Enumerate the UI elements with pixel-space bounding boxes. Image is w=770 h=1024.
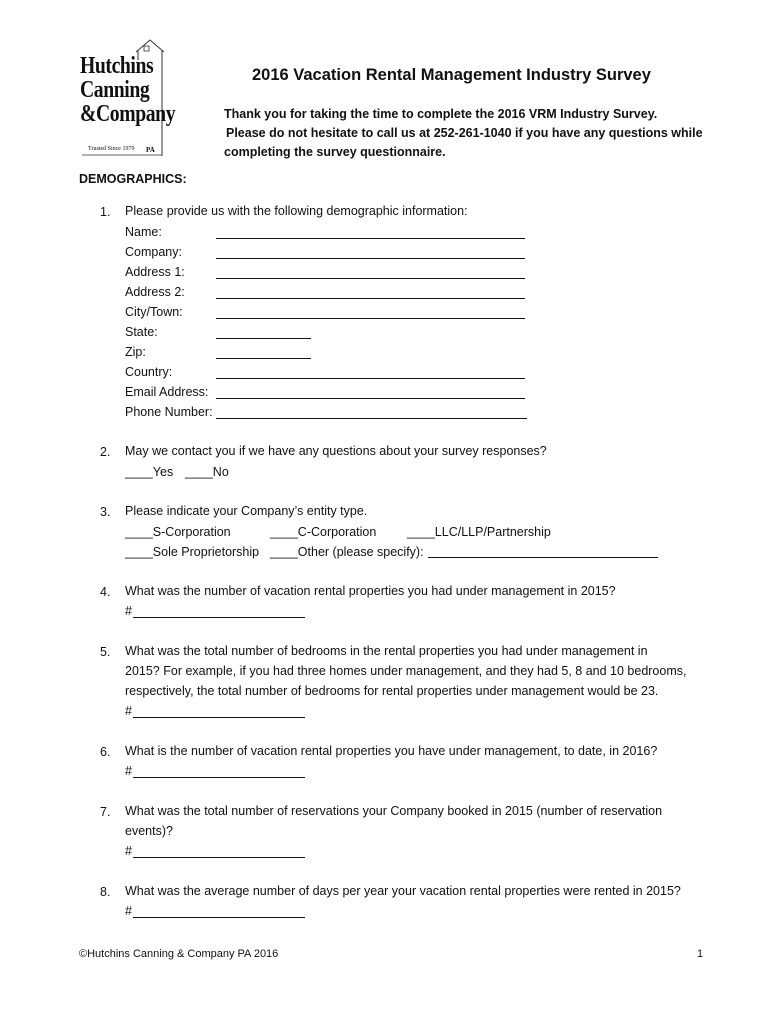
answer-field[interactable] <box>133 717 305 718</box>
section-heading: DEMOGRAPHICS: <box>79 172 187 186</box>
logo-line-3: &Company <box>80 101 176 127</box>
hash-label: # <box>125 764 132 778</box>
s-corp-option[interactable]: ____S-Corporation <box>125 525 231 539</box>
logo-line-1: Hutchins <box>80 53 154 79</box>
footer-copyright: ©Hutchins Canning & Company PA 2016 <box>79 948 279 960</box>
question-text-line-2: events)? <box>125 824 173 838</box>
logo-line-2: Canning <box>80 77 150 103</box>
page-title: 2016 Vacation Rental Management Industry Survey <box>252 66 651 84</box>
question-number: 6. <box>100 745 111 759</box>
question-text: Please provide us with the following demographic information: <box>125 204 468 218</box>
other-specify-field[interactable] <box>428 557 658 558</box>
intro-line-2: Please do not hesitate to call us at 252-261-1040 if you have any questions while <box>226 126 703 140</box>
zip-label: Zip: <box>125 345 146 359</box>
question-number: 1. <box>100 205 111 219</box>
country-label: Country: <box>125 365 173 379</box>
question-text: What was the number of vacation rental properties you had under management in 2015? <box>125 584 616 598</box>
question-number: 2. <box>100 445 111 459</box>
logo-suffix: PA <box>146 146 155 154</box>
hash-label: # <box>125 844 132 858</box>
logo-tagline: Trusted Since 1979 <box>88 146 135 152</box>
address1-field[interactable] <box>216 278 525 279</box>
phone-label: Phone Number: <box>125 405 213 419</box>
question-number: 5. <box>100 645 111 659</box>
yes-option[interactable]: ____Yes <box>125 465 174 479</box>
question-text-line-1: What was the total number of reservations your Company booked in 2015 (number of reservation <box>125 804 663 818</box>
question-text: What is the number of vacation rental properties you have under management, to date, in 2016? <box>125 744 658 758</box>
company-field[interactable] <box>216 258 525 259</box>
country-field[interactable] <box>216 378 525 379</box>
answer-field[interactable] <box>133 857 305 858</box>
city-label: City/Town: <box>125 305 183 319</box>
name-label: Name: <box>125 225 162 239</box>
email-field[interactable] <box>216 398 525 399</box>
question-number: 8. <box>100 885 111 899</box>
other-option[interactable]: ____Other (please specify): <box>270 545 424 559</box>
company-label: Company: <box>125 245 182 259</box>
state-field[interactable] <box>216 338 311 339</box>
phone-field[interactable] <box>216 418 527 419</box>
city-field[interactable] <box>216 318 525 319</box>
address2-label: Address 2: <box>125 285 185 299</box>
email-label: Email Address: <box>125 385 209 399</box>
question-number: 3. <box>100 505 111 519</box>
intro-line-1: Thank you for taking the time to complete the 2016 VRM Industry Survey. <box>224 107 658 121</box>
answer-field[interactable] <box>133 917 305 918</box>
intro-line-3: completing the survey questionnaire. <box>224 145 446 159</box>
page-number: 1 <box>697 948 704 960</box>
hash-label: # <box>125 904 132 918</box>
answer-field[interactable] <box>133 617 305 618</box>
address1-label: Address 1: <box>125 265 185 279</box>
question-text-line-2: 2015? For example, if you had three homes under management, and they had 5, 8 and 10 bedrooms, <box>125 664 687 678</box>
question-number: 4. <box>100 585 111 599</box>
zip-field[interactable] <box>216 358 311 359</box>
answer-field[interactable] <box>133 777 305 778</box>
question-text: What was the average number of days per year your vacation rental properties were rented in 2015? <box>125 884 681 898</box>
question-number: 7. <box>100 805 111 819</box>
sole-proprietorship-option[interactable]: ____Sole Proprietorship <box>125 545 260 559</box>
address2-field[interactable] <box>216 298 525 299</box>
company-logo <box>78 38 176 163</box>
c-corp-option[interactable]: ____C-Corporation <box>270 525 377 539</box>
no-option[interactable]: ____No <box>185 465 229 479</box>
hash-label: # <box>125 704 132 718</box>
name-field[interactable] <box>216 238 525 239</box>
question-text-line-3: respectively, the total number of bedrooms for rental properties under management would be 23. <box>125 684 659 698</box>
question-text-line-1: What was the total number of bedrooms in the rental properties you had under management in <box>125 644 648 658</box>
llc-option[interactable]: ____LLC/LLP/Partnership <box>407 525 551 539</box>
state-label: State: <box>125 325 158 339</box>
hash-label: # <box>125 604 132 618</box>
question-text: May we contact you if we have any questions about your survey responses? <box>125 444 547 458</box>
question-text: Please indicate your Company’s entity type. <box>125 504 368 518</box>
